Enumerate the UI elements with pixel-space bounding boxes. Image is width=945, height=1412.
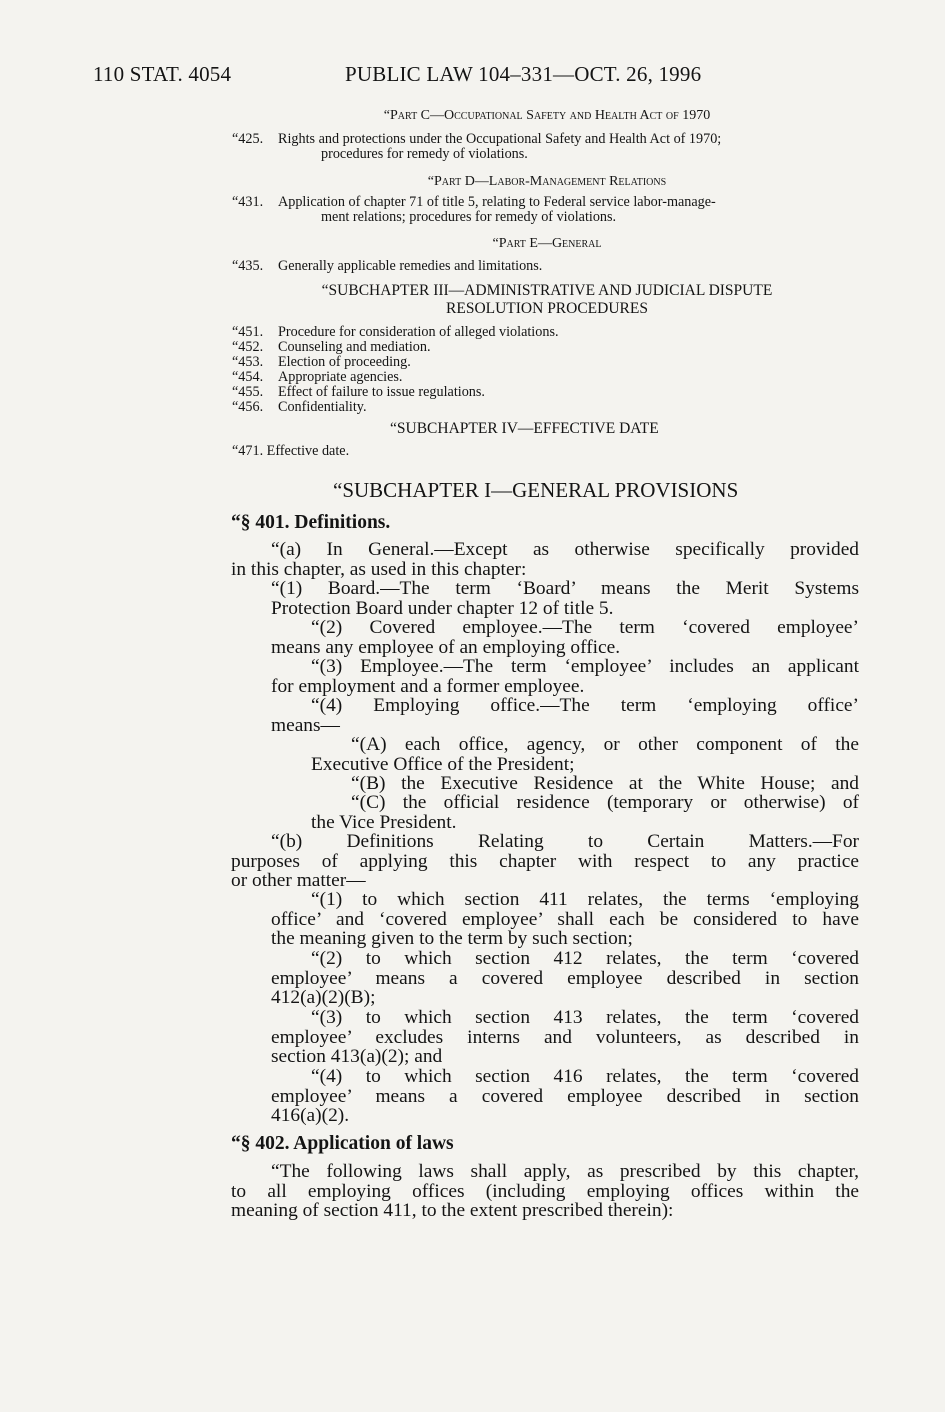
- paragraph-b2: [231, 949, 859, 1008]
- subsection-a: [231, 540, 859, 579]
- toc-number: “453.: [232, 354, 264, 370]
- statute-page-reference: 110 STAT. 4054: [93, 62, 232, 86]
- paragraph-a4: [231, 696, 859, 735]
- text-line: meaning of section 411, to the extent prescribed therein):: [231, 1200, 674, 1221]
- toc-text-cont: procedures for remedy of violations.: [321, 146, 528, 162]
- text-line: “(4) to which section 416 relates, the term ‘covered: [311, 1066, 859, 1087]
- text-line: “(2) to which section 412 relates, the term ‘covered: [311, 948, 859, 969]
- text-line: employee’ excludes interns and volunteers, as described in: [271, 1026, 859, 1048]
- text-line: “(C) the official residence (temporary or otherwise) of: [351, 792, 859, 813]
- toc-entry-435: [232, 259, 860, 274]
- section-402-heading: “§ 402. Application of laws: [231, 1133, 454, 1154]
- text-line: office’ and ‘covered employee’ shall each be considered to have: [271, 908, 859, 930]
- toc-entry-425: [232, 132, 860, 162]
- text-line: “The following laws shall apply, as prescribed by this chapter,: [271, 1161, 859, 1182]
- toc-entry-453: [232, 355, 860, 370]
- text-line: means any employee of an employing office.: [271, 636, 621, 658]
- text-line: “(a) In General.—Except as otherwise specifically provided: [271, 539, 859, 560]
- text-line: “(3) to which section 413 relates, the term ‘covered: [311, 1007, 859, 1028]
- text-line: “(1) Board.—The term ‘Board’ means the Merit Systems: [271, 578, 859, 599]
- toc-entry-452: [232, 340, 860, 355]
- text-line: means—: [271, 714, 340, 736]
- toc-part-c: “Part C—Occupational Safety and Health Act of 1970: [383, 108, 711, 123]
- toc-number: “456.: [232, 399, 264, 415]
- toc-entry-451: [232, 325, 860, 340]
- text-line: employee’ means a covered employee described in section: [271, 1085, 859, 1107]
- text-line: “(2) Covered employee.—The term ‘covered employee’: [311, 617, 859, 638]
- running-header: [93, 62, 853, 88]
- toc-subchapter-line: “SUBCHAPTER III—ADMINISTRATIVE AND JUDICIAL DISPUTE: [321, 282, 773, 299]
- toc-number: “435.: [232, 258, 264, 274]
- text-line: section 413(a)(2); and: [271, 1046, 443, 1067]
- law-title: PUBLIC LAW 104–331—OCT. 26, 1996: [345, 62, 702, 86]
- toc-part-d: “Part D—Labor-Management Relations: [427, 174, 667, 189]
- toc-text: Effect of failure to issue regulations.: [278, 384, 485, 400]
- toc-entry-471: “471. Effective date.: [232, 443, 350, 459]
- toc-entry-431: [232, 195, 860, 225]
- toc-subchapter-iii: [232, 282, 862, 318]
- text-line: 412(a)(2)(B);: [271, 987, 376, 1008]
- text-line: “(4) Employing office.—The term ‘employing office’: [311, 695, 859, 716]
- section-401-heading: “§ 401. Definitions.: [231, 512, 391, 533]
- toc-text: Procedure for consideration of alleged violations.: [278, 324, 559, 340]
- toc-subchapter-line: RESOLUTION PROCEDURES: [446, 300, 648, 317]
- toc-text: Confidentiality.: [278, 399, 367, 415]
- paragraph-b3: [231, 1008, 859, 1067]
- subchapter-heading: “SUBCHAPTER I—GENERAL PROVISIONS: [333, 478, 739, 502]
- paragraph-b1: [231, 890, 859, 949]
- text-line: the meaning given to the term by such section;: [271, 928, 633, 949]
- toc-number: “454.: [232, 369, 264, 385]
- text-line: “(B) the Executive Residence at the White House; and: [351, 773, 859, 794]
- toc-text: Generally applicable remedies and limitations.: [278, 258, 543, 274]
- toc-text: Counseling and mediation.: [278, 339, 431, 355]
- subsection-b: [231, 832, 859, 891]
- text-line: “(3) Employee.—The term ‘employee’ includes an applicant: [311, 656, 859, 677]
- toc-number: “425.: [232, 131, 264, 147]
- text-line: Protection Board under chapter 12 of title 5.: [271, 597, 614, 619]
- toc-entry-456: [232, 400, 860, 415]
- toc-subchapter-iv: “SUBCHAPTER IV—EFFECTIVE DATE: [390, 420, 659, 437]
- text-line: purposes of applying this chapter with respect to any practice: [231, 850, 859, 872]
- toc-text: Election of proceeding.: [278, 354, 411, 370]
- toc-entry-454: [232, 370, 860, 385]
- text-line: Executive Office of the President;: [311, 753, 575, 775]
- toc-text: Application of chapter 71 of title 5, relating to Federal service labor-manage-: [278, 194, 716, 210]
- text-line: in this chapter, as used in this chapter:: [231, 558, 527, 580]
- text-line: to all employing offices (including employing offices within the: [231, 1180, 859, 1202]
- text-line: for employment and a former employee.: [271, 675, 585, 697]
- text-line: “(b) Definitions Relating to Certain Matters.—For: [271, 831, 859, 852]
- toc-number: “452.: [232, 339, 264, 355]
- toc-text-cont: ment relations; procedures for remedy of violations.: [321, 209, 617, 225]
- text-line: the Vice President.: [311, 811, 457, 833]
- section-402-paragraph: [231, 1162, 859, 1221]
- text-line: or other matter—: [231, 870, 366, 891]
- toc-part-e: “Part E—General: [492, 236, 602, 251]
- clause-a4-B: [231, 774, 859, 794]
- paragraph-a1: [231, 579, 859, 618]
- toc-text: Rights and protections under the Occupational Safety and Health Act of 1970;: [278, 131, 722, 147]
- clause-a4-A: [231, 735, 859, 774]
- text-line: employee’ means a covered employee described in section: [271, 967, 859, 989]
- paragraph-a2: [231, 618, 859, 657]
- toc-number: “431.: [232, 194, 264, 210]
- toc-number: “455.: [232, 384, 264, 400]
- toc-number: “451.: [232, 324, 264, 340]
- paragraph-b4: [231, 1067, 859, 1126]
- text-line: “(A) each office, agency, or other component of the: [351, 734, 859, 755]
- toc-entry-455: [232, 385, 860, 400]
- paragraph-a3: [231, 657, 859, 696]
- text-line: “(1) to which section 411 relates, the terms ‘employing: [311, 889, 859, 910]
- text-line: 416(a)(2).: [271, 1105, 350, 1126]
- toc-text: Appropriate agencies.: [278, 369, 403, 385]
- clause-a4-C: [231, 793, 859, 832]
